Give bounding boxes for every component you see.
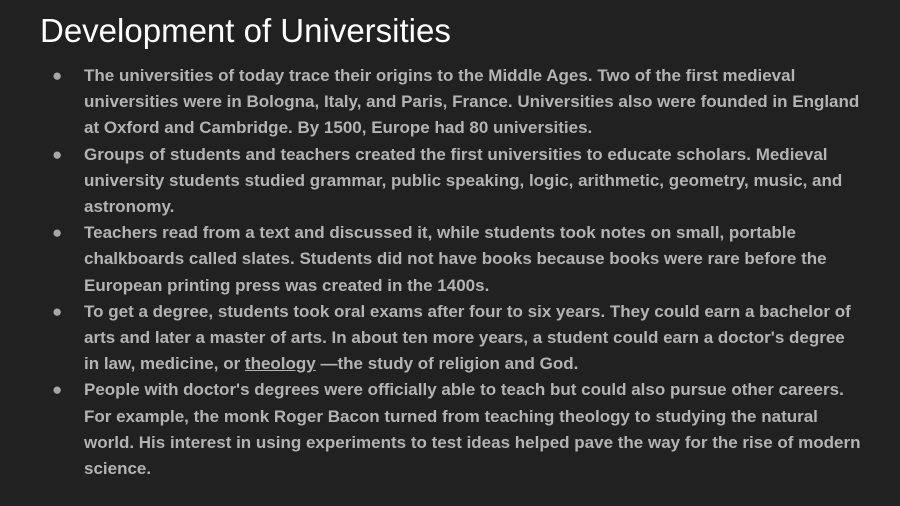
bullet-text: Groups of students and teachers created the first universities to educate scholars. Medieval university students studied grammar, public speaking, logic, arithmetic, geometry, music, and astronomy. xyxy=(84,144,843,217)
bullet-list xyxy=(52,63,862,482)
bullet-icon: ● xyxy=(52,66,63,85)
bullet-text: Teachers read from a text and discussed it, while students took notes on small, portable chalkboards called slates. Students did not have books because books were rare before the European printing press was created in the 1400s. xyxy=(84,223,827,295)
bullet-item xyxy=(52,220,862,299)
bullet-text-before-link: To get a degree, students took oral exams after four to six years. They could earn a bachelor of arts and later a master of arts. In about ten more years, a student could earn a doctor's degree in law, medicine, or xyxy=(84,301,851,374)
bullet-text: The universities of today trace their origins to the Middle Ages. Two of the first medieval universities were in Bologna, Italy, and Paris, France. Universities also were founded in England at Oxford and Cambridge. By 1500, Europe had 80 universities. xyxy=(84,66,860,138)
theology-link[interactable]: theology xyxy=(244,354,316,374)
bullet-icon: ● xyxy=(52,380,63,400)
bullet-text-after-link: —the study of religion and God. xyxy=(315,354,579,374)
bullet-item xyxy=(52,142,862,221)
slide-title: Development of Universities xyxy=(40,12,451,49)
bullet-icon: ● xyxy=(52,301,63,321)
bullet-text: People with doctor's degrees were officially able to teach but could also pursue other careers. For example, the monk Roger Bacon turned from teaching theology to studying the natural world. His interest in using experiments to test ideas helped pave the way for the rise of modern science. xyxy=(84,380,861,479)
bullet-item xyxy=(52,299,862,378)
bullet-item xyxy=(52,377,862,482)
bullet-icon: ● xyxy=(52,223,63,243)
bullet-icon: ● xyxy=(52,144,63,164)
bullet-item xyxy=(52,63,862,142)
